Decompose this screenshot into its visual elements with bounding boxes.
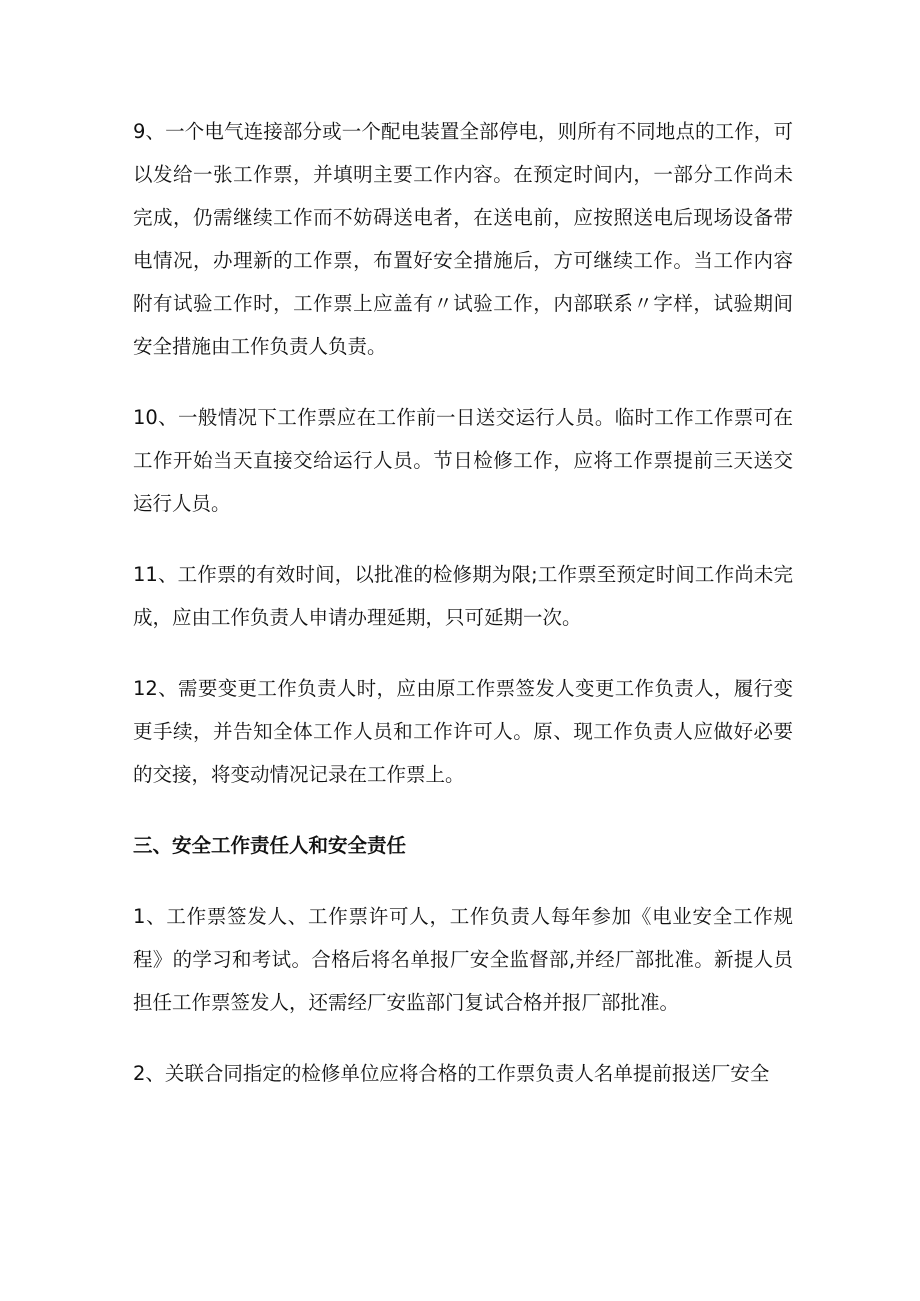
paragraph-item-11: 11、工作票的有效时间，以批准的检修期为限;工作票至预定时间工作尚未完成，应由工作负责人申请办理延期，只可延期一次。 bbox=[133, 563, 793, 629]
section-paragraph-1: 1、工作票签发人、工作票许可人，工作负责人每年参加《电业安全工作规程》的学习和考试。合格后将名单报厂安全监督部,并经厂部批准。新提人员担任工作票签发人，还需经厂安监部门复试合格并报厂部批准。 bbox=[133, 905, 793, 1014]
paragraph-item-9: 9、一个电气连接部分或一个配电装置全部停电，则所有不同地点的工作，可以发给一张工作票，并填明主要工作内容。在预定时间内，一部分工作尚未完成，仍需继续工作而不妨碍送电者，在送电前，应按照送电后现场设备带电情况，办理新的工作票，布置好安全措施后，方可继续工作。当工作内容附有试验工作时，工作票上应盖有〃试验工作，内部联系〃字样，试验期间安全措施由工作负责人负责。 bbox=[133, 120, 793, 358]
paragraph-item-12: 12、需要变更工作负责人时，应由原工作票签发人变更工作负责人，履行变更手续，并告知全体工作人员和工作许可人。原、现工作负责人应做好必要的交接，将变动情况记录在工作票上。 bbox=[133, 677, 793, 786]
paragraph-item-10: 10、一般情况下工作票应在工作前一日送交运行人员。临时工作工作票可在工作开始当天直接交给运行人员。节日检修工作，应将工作票提前三天送交运行人员。 bbox=[133, 406, 793, 515]
section-heading: 三、安全工作责任人和安全责任 bbox=[133, 834, 407, 857]
section-paragraph-2: 2、关联合同指定的检修单位应将合格的工作票负责人名单提前报送厂安全 bbox=[133, 1062, 770, 1085]
document-page bbox=[133, 110, 793, 1123]
